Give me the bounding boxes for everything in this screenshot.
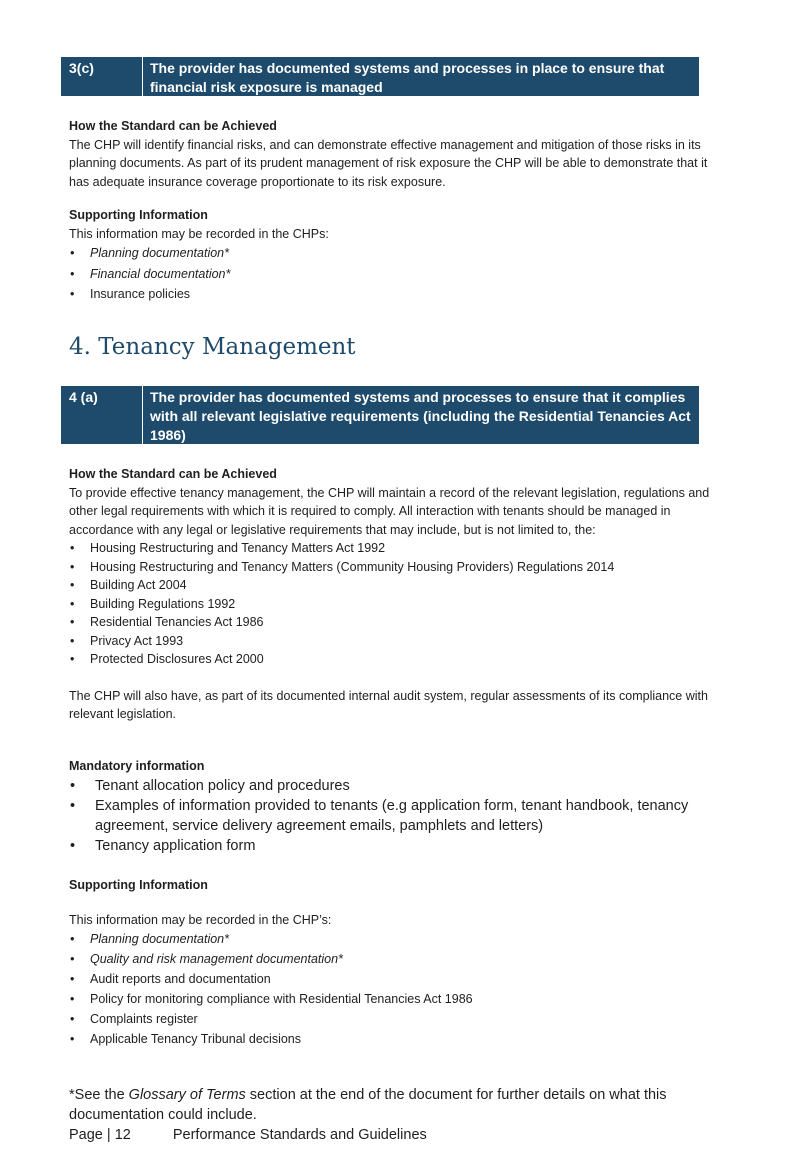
list-item: • Applicable Tenancy Tribunal decisions — [69, 1029, 721, 1049]
standard-code: 3(c) — [69, 60, 94, 76]
list-item: • Building Act 2004 — [69, 576, 721, 595]
supporting-info-4a — [69, 876, 721, 1049]
standard-4a-header — [61, 386, 699, 444]
supporting-list — [69, 243, 721, 305]
list-item: • Financial documentation* — [69, 264, 721, 285]
footnote-suffix: section at the end of the document for further details on what this documentation could include. — [69, 1087, 667, 1123]
list-item: • Policy for monitoring compliance with Residential Tenancies Act 1986 — [69, 989, 721, 1009]
list-item: • Planning documentation* — [69, 243, 721, 264]
list-item: • Complaints register — [69, 1009, 721, 1029]
section-subheading: Supporting Information — [69, 208, 208, 222]
mandatory-info-4a — [69, 757, 721, 856]
legislation-list — [69, 539, 721, 669]
list-item: • Building Regulations 1992 — [69, 595, 721, 614]
list-item: • Examples of information provided to tenants (e.g application form, tenant handbook, tenancy agreement, service delivery agreement emails, pamphlets and letters) — [69, 796, 721, 836]
list-item: • Protected Disclosures Act 2000 — [69, 650, 721, 669]
page-number: Page | 12 — [69, 1127, 131, 1143]
footnote-emphasis: Glossary of Terms — [128, 1087, 246, 1103]
document-title: Performance Standards and Guidelines — [172, 1127, 427, 1143]
section-subheading: Mandatory information — [69, 759, 205, 773]
list-item: • Tenancy application form — [69, 836, 721, 856]
list-item: • Residential Tenancies Act 1986 — [69, 613, 721, 632]
section-subheading: How the Standard can be Achieved — [69, 467, 277, 481]
list-item: • Planning documentation* — [69, 929, 721, 949]
section-subheading: How the Standard can be Achieved — [69, 119, 277, 133]
footnote — [69, 1085, 709, 1125]
list-item: • Quality and risk management documentation* — [69, 949, 721, 969]
footnote-prefix: *See the — [69, 1087, 129, 1103]
list-item: • Housing Restructuring and Tenancy Matters (Community Housing Providers) Regulations 2014 — [69, 558, 721, 577]
body-paragraph: To provide effective tenancy management, the CHP will maintain a record of the relevant legislation, regulations and other legal requirements with which it is required to comply. All interaction with tenants should be managed in accordance with any legal or legislative requirements that may include, but is not limited to, the: — [69, 485, 710, 537]
list-item: • Privacy Act 1993 — [69, 632, 721, 651]
list-item: • Tenant allocation policy and procedures — [69, 776, 721, 796]
standard-title: The provider has documented systems and processes in place to ensure that financial risk exposure is managed — [150, 60, 665, 95]
supporting-info-3c — [69, 206, 721, 305]
list-item: • Insurance policies — [69, 284, 721, 305]
header-divider — [142, 386, 143, 444]
standard-3c-header — [61, 57, 699, 96]
section-heading: 4. Tenancy Management — [69, 334, 356, 360]
standard-title: The provider has documented systems and processes to ensure that it complies with all relevant legislative requirements (including the Residential Tenancies Act 1986) — [150, 389, 691, 443]
how-achieved-4a — [69, 465, 721, 724]
body-paragraph: The CHP will identify financial risks, and can demonstrate effective management and mitigation of those risks in its planning documents. As part of its prudent management of risk exposure the CHP will be able to demonstrate that it has adequate insurance coverage proportionate to its risk exposure. — [69, 137, 708, 189]
supporting-list — [69, 929, 721, 1049]
header-divider — [142, 57, 143, 96]
body-paragraph: The CHP will also have, as part of its documented internal audit system, regular assessments of its compliance with relevant legislation. — [69, 688, 708, 721]
intro-text: This information may be recorded in the CHPs: — [69, 226, 329, 241]
list-item: • Housing Restructuring and Tenancy Matters Act 1992 — [69, 539, 721, 558]
mandatory-list — [69, 776, 721, 856]
page-footer — [69, 1127, 431, 1143]
section-subheading: Supporting Information — [69, 878, 208, 892]
standard-code: 4 (a) — [69, 389, 98, 405]
list-item: • Audit reports and documentation — [69, 969, 721, 989]
how-achieved-3c — [69, 117, 721, 191]
intro-text: This information may be recorded in the CHP’s: — [69, 912, 332, 927]
